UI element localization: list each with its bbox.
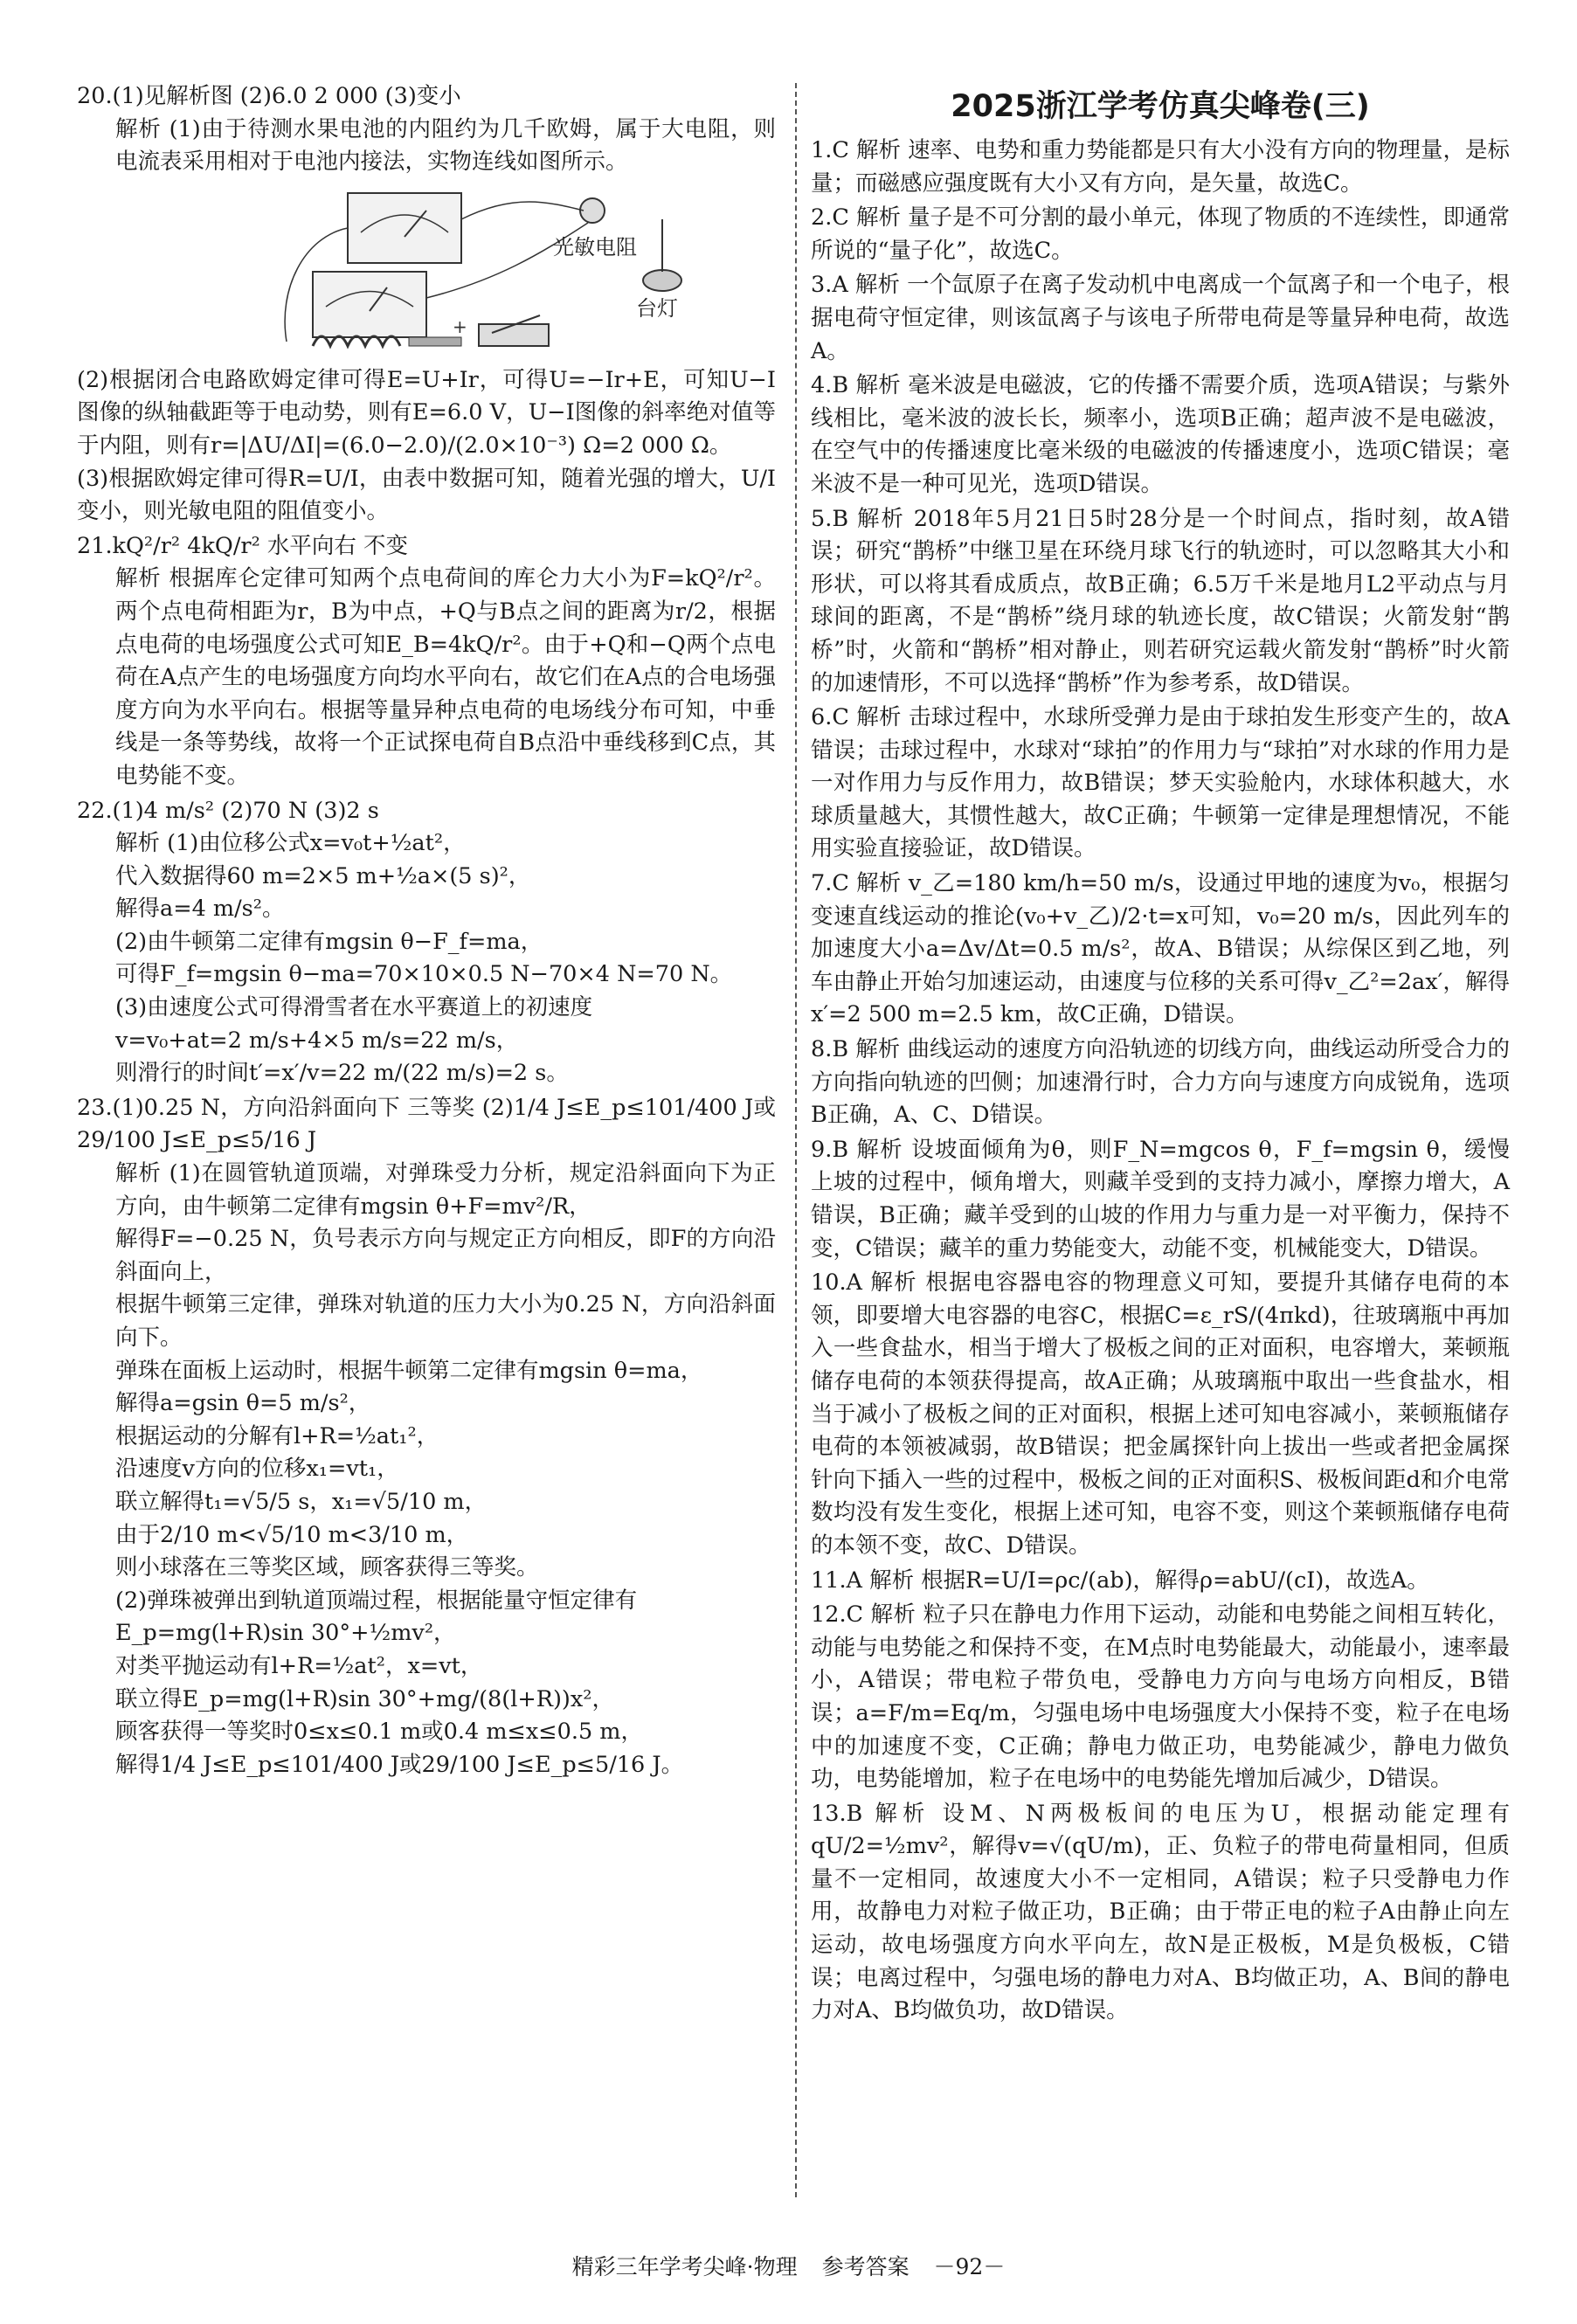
answer-11: 11.A 解析 根据R=U/I=ρc/(ab)，解得ρ=abU/(cI)，故选A。 (811, 1567, 1429, 1594)
answer-12: 12.C 解析 粒子只在静电力作用下运动，动能和电势能之间相互转化，动能与电势能之和保持不变，在M点时电势能最大，动能最小，速率最小，A错误；带电粒子带负电，受静电力方向与电场方向相反，B错误；a=F/m=Eq/m，匀强电场中电场强度大小保持不变，粒子在电场中的加速度不变，C正确；静电力做正功，电势能减少，静电力做负功，电势能增加，粒子在电场中的电势能先增加后减少，D错误。 (811, 1601, 1510, 1793)
answer-22 (77, 795, 776, 1090)
answer-line: 解得F=−0.25 N，负号表示方向与规定正方向相反，即F的方向沿斜面向上， (115, 1226, 776, 1285)
section-title: 2025浙江学考仿真尖峰卷(三) (951, 89, 1370, 124)
answer-line: 解得a=4 m/s²。 (115, 896, 285, 923)
answer-line: 解析 (1)由位移公式x=v₀t+½at²， (115, 830, 466, 857)
answer-line: 联立得E_p=mg(l+R)sin 30°+mg/(8(l+R))x²， (115, 1685, 614, 1712)
answer-line: 可得F_f=mgsin θ−ma=70×10×0.5 N−70×4 N=70 N。 (115, 961, 733, 988)
page-number: －92－ (933, 2254, 1006, 2279)
switch-icon (479, 324, 549, 346)
page-footer (0, 2250, 1577, 2281)
lamp-label: 台灯 (636, 295, 678, 321)
answer-line: 对类平抛运动有l+R=½at²，x=vt， (115, 1652, 483, 1679)
answer-8: 8.B 解析 曲线运动的速度方向沿轨迹的切线方向，曲线运动所受合力的方向指向轨迹的凹侧；加速滑行时，合力方向与速度方向成锐角，选项B正确，A、C、D错误。 (811, 1036, 1510, 1129)
answer-line: 则滑行的时间t′=x′/v=22 m/(22 m/s)=2 s。 (115, 1060, 569, 1087)
answer-2: 2.C 解析 量子是不可分割的最小单元，体现了物质的不连续性，即通常所说的“量子化”，故选C。 (811, 204, 1510, 264)
answer-line: 解析 根据库仑定律可知两个点电荷间的库仑力大小为F=kQ²/r²。两个点电荷相距为r，B为中点，+Q与B点之间的距离为r/2，根据点电荷的电场强度公式可知E_B=4kQ/r²。由于+Q和−Q两个点电荷在A点产生的电场强度方向均水平向右，故它们在A点的合电场强度方向为水平向右。根据等量异种点电荷的电场线分布可知，中垂线是一条等势线，故将一个正试探电荷自B点沿中垂线移到C点，其电势能不变。 (115, 565, 776, 789)
answer-line: 21.kQ²/r² 4kQ/r² 水平向右 不变 (77, 532, 409, 559)
answer-line: E_p=mg(l+R)sin 30°+½mv²， (115, 1620, 456, 1647)
answer-line: (2)根据闭合电路欧姆定律可得E=U+Ir，可得U=−Ir+E，可知U−I图像的纵轴截距等于电动势，则有E=6.0 V，U−I图像的斜率绝对值等于内阻，则有r=|ΔU/ΔI|=(6.0−2.0)/(2.0×10⁻³) Ω=2 000 Ω。 (77, 366, 776, 459)
answer-line: 由于2/10 m<√5/10 m<3/10 m， (115, 1521, 469, 1548)
answer-7: 7.C 解析 v_乙=180 km/h=50 m/s，设通过甲地的速度为v₀，根据匀变速直线运动的推论(v₀+v_乙)/2·t=x可知，v₀=20 m/s，因此列车的加速度大小a=Δv/Δt=0.5 m/s²，故A、B错误；从综保区到乙地，列车由静止开始匀加速运动，由速度与位移的关系可得v_乙²=2ax′，解得x′=2 500 m=2.5 km，故C正确，D错误。 (811, 870, 1510, 1028)
footer-section: 参考答案 (821, 2254, 910, 2279)
answer-line: 联立解得t₁=√5/5 s，x₁=√5/10 m， (115, 1488, 488, 1515)
answer-line: 沿速度v方向的位移x₁=vt₁， (115, 1456, 399, 1483)
answer-line: (3)由速度公式可得滑雪者在水平赛道上的初速度 (115, 994, 593, 1021)
svg-text:+: + (453, 315, 467, 337)
answer-line: 根据运动的分解有l+R=½at₁²， (115, 1422, 439, 1449)
footer-book-title: 精彩三年学考尖峰·物理 (571, 2254, 798, 2279)
answer-13: 13.B 解析 设M、N两极板间的电压为U，根据动能定理有qU/2=½mv²，解得v=√(qU/m)，正、负粒子的带电荷量相同，但质量不一定相同，故速度大小不一定相同，A错误；粒子只受静电力作用，故静电力对粒子做正功，B正确；由于带正电的粒子A由静止向左运动，故电场强度方向水平向左，故N是正极板，M是负极板，C错误；电离过程中，匀强电场的静电力对A、B均做正功，A、B间的静电力对A、B均做负功，故D错误。 (811, 1800, 1510, 2024)
answer-line: 23.(1)0.25 N，方向沿斜面向下 三等奖 (2)1/4 J≤E_p≤101/400 J或29/100 J≤E_p≤5/16 J (77, 1094, 776, 1154)
answer-line: (3)根据欧姆定律可得R=U/I，由表中数据可知，随着光强的增大，U/I变小，则光敏电阻的阻值变小。 (77, 465, 776, 525)
answer-4: 4.B 解析 毫米波是电磁波，它的传播不需要介质，选项A错误；与紫外线相比，毫米波的波长长，频率小，选项B正确；超声波不是电磁波，在空气中的传播速度比毫米级的电磁波的传播速度小，选项C错误；毫米波不是一种可见光，选项D错误。 (811, 372, 1510, 497)
answer-line: (2)弹珠被弹出到轨道顶端过程，根据能量守恒定律有 (115, 1587, 638, 1614)
answer-line: 解析 (1)由于待测水果电池的内阻约为几千欧姆，属于大电阻，则电流表采用相对于电池内接法，实物连线如图所示。 (115, 115, 776, 176)
answer-line: 解析 (1)在圆管轨道顶端，对弹珠受力分析，规定沿斜面向下为正方向，由牛顿第二定律有mgsin θ+F=mv²/R， (115, 1160, 776, 1220)
answer-line: 解得a=gsin θ=5 m/s²， (115, 1390, 371, 1417)
answer-5: 5.B 解析 2018年5月21日5时28分是一个时间点，指时刻，故A错误；研究“鹊桥”中继卫星在环绕月球飞行的轨迹时，可以忽略其大小和形状，可以将其看成质点，故B正确；6.5万千米是地月L2平动点与月球间的距离，不是“鹊桥”绕月球的轨迹长度，故C错误；火箭发射“鹊桥”时，火箭和“鹊桥”相对静止，则若研究运载火箭发射“鹊桥”时火箭的加速情形，不可以选择“鹊桥”作为参考系，故D错误。 (811, 505, 1510, 696)
answer-21 (77, 530, 776, 793)
answer-line: 22.(1)4 m/s² (2)70 N (3)2 s (77, 797, 379, 824)
column-divider (795, 83, 797, 2197)
answer-1: 1.C 解析 速率、电势和重力势能都是只有大小没有方向的物理量，是标量；而磁感应强度既有大小又有方向，是矢量，故选C。 (811, 137, 1510, 197)
answer-line: v=v₀+at=2 m/s+4×5 m/s=22 m/s， (115, 1027, 519, 1054)
photoresistor-label: 光敏电阻 (553, 234, 637, 259)
answer-line: 根据牛顿第三定律，弹珠对轨道的压力大小为0.25 N，方向沿斜面向下。 (115, 1291, 776, 1351)
lamp-icon (643, 270, 681, 291)
left-column (77, 80, 776, 1783)
answer-3: 3.A 解析 一个氙原子在离子发动机中电离成一个氙离子和一个电子，根据电荷守恒定律，则该氙离子与该电子所带电荷是等量异种电荷，故选A。 (811, 272, 1510, 364)
voltmeter-icon (348, 193, 461, 263)
answer-20 (77, 80, 776, 179)
answer-line: 代入数据得60 m=2×5 m+½a×(5 s)²， (115, 862, 531, 889)
answer-line: 20.(1)见解析图 (2)6.0 2 000 (3)变小 (77, 83, 461, 109)
answer-20-cont (77, 364, 776, 529)
answer-10: 10.A 解析 根据电容器电容的物理意义可知，要提升其储存电荷的本领，即要增大电容器的电容C，根据C=ε_rS/(4πkd)，往玻璃瓶中再加入一些食盐水，相当于增大了极板之间的正对面积，电容增大，莱顿瓶储存电荷的本领获得提高，故A正确；从玻璃瓶中取出一些食盐水，相当于减小了极板之间的正对面积，根据上述可知电容减小，莱顿瓶储存电荷的本领被减弱，故B错误；把金属探针向上拔出一些或者把金属探针向下插入一些的过程中，极板之间的正对面积S、极板间距d和介电常数均没有发生变化，根据上述可知，电容不变，则这个莱顿瓶储存电荷的本领不变，故C、D错误。 (811, 1269, 1510, 1559)
photoresistor-icon (580, 198, 605, 223)
right-column (811, 80, 1510, 2030)
answer-9: 9.B 解析 设坡面倾角为θ，则F_N=mgcos θ，F_f=mgsin θ，缓慢上坡的过程中，倾角增大，则藏羊受到的支持力减小，摩擦力增大，A错误，B正确；藏羊受到的山坡的作用力与重力是一对平衡力，保持不变，C错误；藏羊的重力势能变大，动能不变，机械能变大，D错误。 (811, 1136, 1510, 1262)
circuit-figure (252, 184, 776, 359)
answer-line: (2)由牛顿第二定律有mgsin θ−F_f=ma， (115, 928, 543, 955)
answer-line: 顾客获得一等奖时0≤x≤0.1 m或0.4 m≤x≤0.5 m， (115, 1719, 643, 1746)
answer-line: 解得1/4 J≤E_p≤101/400 J或29/100 J≤E_p≤5/16 J。 (115, 1751, 684, 1778)
answer-line: 弹珠在面板上运动时，根据牛顿第二定律有mgsin θ=ma， (115, 1357, 703, 1384)
circuit-diagram (252, 184, 776, 359)
answer-6: 6.C 解析 击球过程中，水球所受弹力是由于球拍发生形变产生的，故A错误；击球过程中，水球对“球拍”的作用力与“球拍”对水球的作用力是一对作用力与反作用力，故B错误；梦天实验舱内，水球体积越大，水球质量越大，其惯性越大，故C正确；牛顿第一定律是理想情况，不能用实验直接验证，故D错误。 (811, 704, 1510, 862)
answer-line: 则小球落在三等奖区域，顾客获得三等奖。 (115, 1554, 539, 1581)
answer-23 (77, 1092, 776, 1781)
